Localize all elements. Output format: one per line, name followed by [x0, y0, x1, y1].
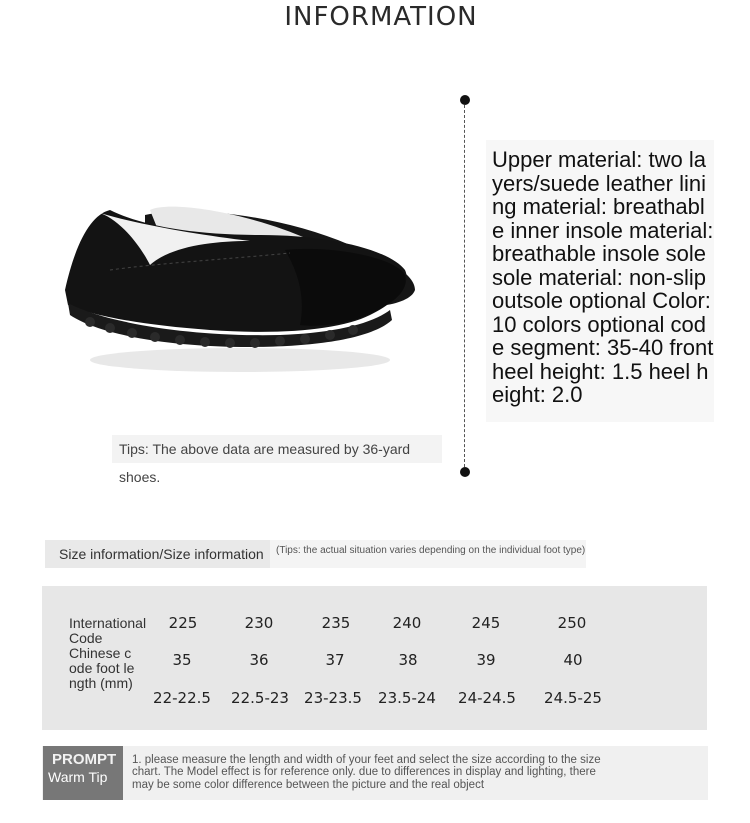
prompt-badge-subtitle: Warm Tip [48, 769, 108, 785]
prompt-badge-title: PROMPT [52, 751, 117, 768]
material-panel [486, 140, 714, 422]
size-note: (Tips: the actual situation varies depending on the individual foot type) [276, 545, 586, 556]
size-table [42, 586, 707, 730]
foot-length-cell: 23.5-24 [378, 689, 436, 707]
foot-length-cell: 24-24.5 [458, 689, 516, 707]
intl-code-cell: 225 [168, 614, 198, 632]
chinese-code-cell: 37 [325, 651, 345, 669]
foot-length-cell: 24.5-25 [544, 689, 602, 707]
chinese-code-cell: 35 [172, 651, 192, 669]
prompt-text: 1. please measure the length and width of your feet and select the size according to the size chart. The Model effect is for reference only. due to differences in display and lighting, there may be some color difference between the picture and the real object [132, 754, 601, 791]
material-description: Upper material: two layers/suede leather lining material: breathable inner insole material: breathable insole sole sole material: non-slip outsole optional Color: 10 colors optional code segment: 35-40 front heel height: 1.5 heel height: 2.0 [492, 147, 714, 407]
vertical-divider [464, 100, 465, 472]
divider-dot-bottom [460, 467, 470, 477]
row-label-international: International Code [69, 615, 147, 646]
divider-dot-top [460, 95, 470, 105]
chinese-code-cell: 40 [563, 651, 583, 669]
intl-code-cell: 235 [321, 614, 351, 632]
tips-caption: Tips: The above data are measured by 36-yard shoes. [112, 435, 442, 463]
chinese-code-cell: 36 [249, 651, 269, 669]
foot-length-cell: 22-22.5 [153, 689, 211, 707]
page-heading: INFORMATION [284, 2, 478, 32]
intl-code-cell: 230 [244, 614, 274, 632]
foot-length-cell: 22.5-23 [231, 689, 289, 707]
chinese-code-cell: 39 [476, 651, 496, 669]
row-label-chinese-foot: Chinese code foot length (mm) [69, 645, 135, 691]
intl-code-cell: 250 [557, 614, 587, 632]
intl-code-cell: 240 [392, 614, 422, 632]
intl-code-cell: 245 [471, 614, 501, 632]
shoe-image [50, 175, 430, 385]
size-info-tab: Size information/Size information [45, 540, 270, 568]
foot-length-cell: 23-23.5 [304, 689, 362, 707]
chinese-code-cell: 38 [398, 651, 418, 669]
